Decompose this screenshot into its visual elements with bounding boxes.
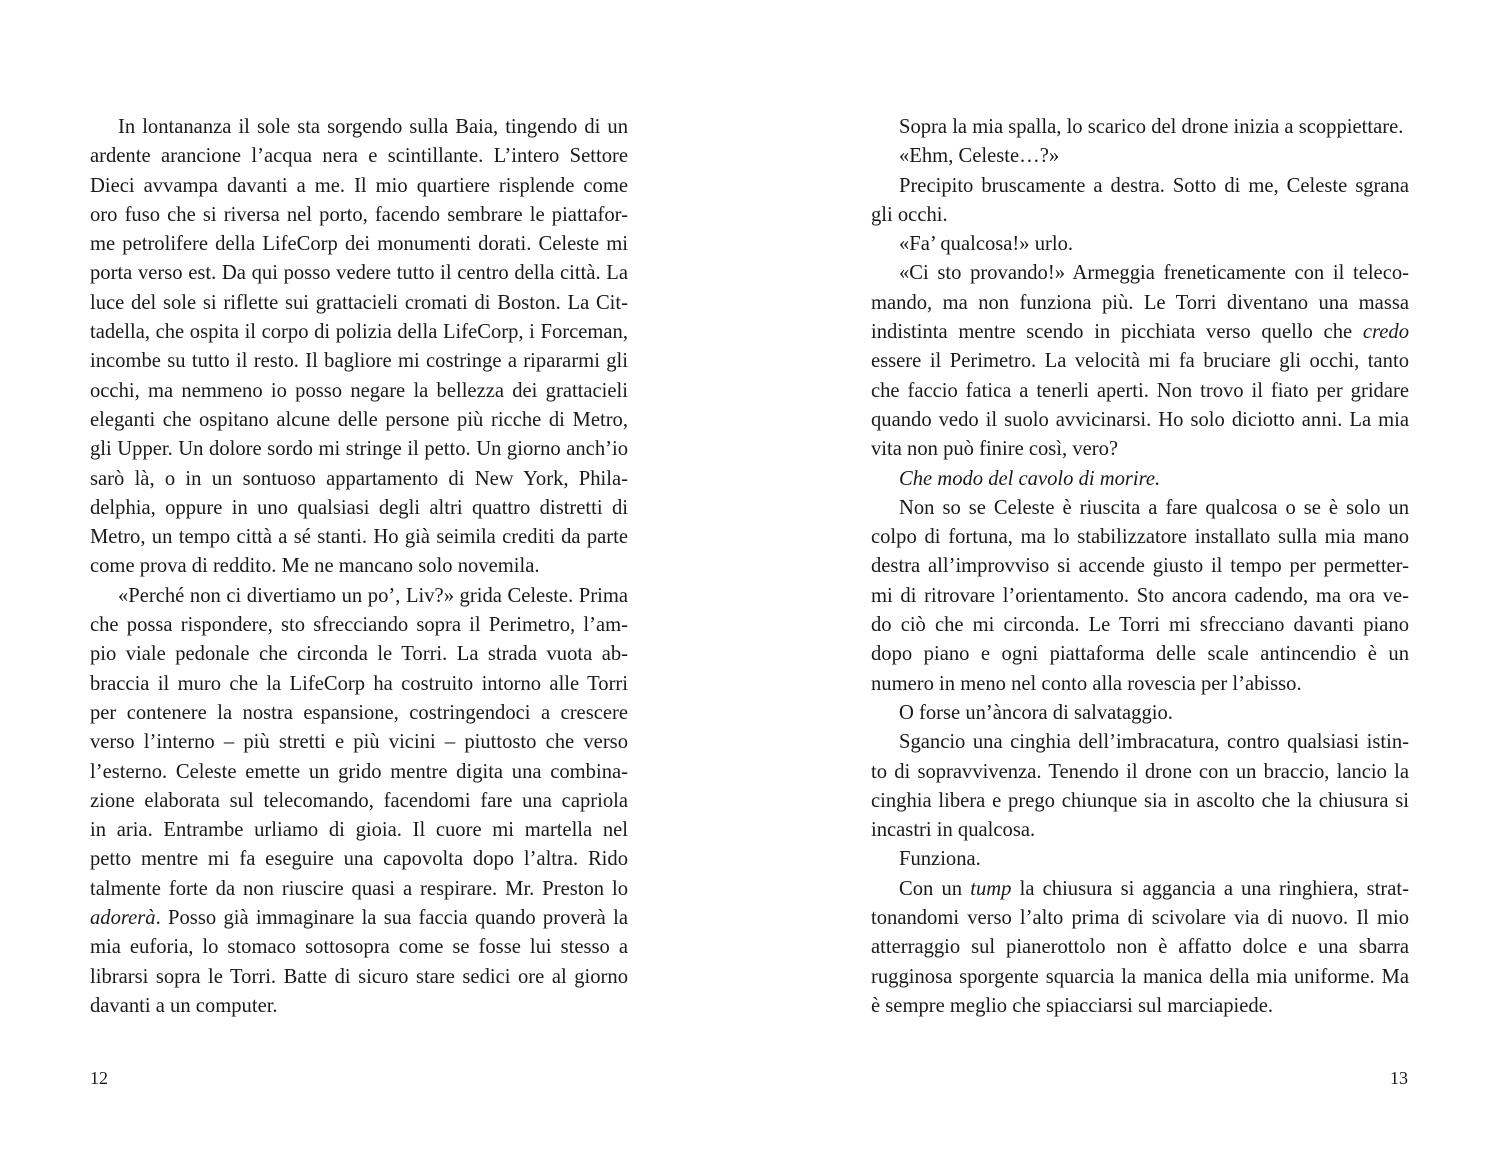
- text-line: [90, 787, 628, 816]
- text-line: [90, 347, 628, 376]
- right-page-text: [871, 113, 1409, 1021]
- line-text: colpo di fortuna, ma lo stabilizzatore installato sulla mia mano: [871, 526, 1409, 549]
- line-text: quando vedo il suolo avvicinarsi. Ho solo diciotto anni. La mia: [871, 408, 1409, 431]
- line-text: per contenere la nostra espansione, costringendoci a crescere: [90, 701, 628, 724]
- text-line: [871, 406, 1409, 435]
- text-line: [871, 347, 1409, 376]
- text-line: [90, 435, 628, 464]
- text-line: [871, 933, 1409, 962]
- text-line: [90, 875, 628, 904]
- line-text: Metro, un tempo città a sé stanti. Ho già seimila crediti da parte: [90, 526, 628, 549]
- text-line: [871, 289, 1409, 318]
- line-text: la chiusura si aggancia a una ringhiera, strat-: [1011, 877, 1409, 900]
- text-line: [871, 230, 1409, 259]
- text-line: [871, 992, 1409, 1021]
- text-line: [90, 670, 628, 699]
- line-text: to di sopravvivenza. Tenendo il drone con un braccio, lancio la: [871, 760, 1409, 783]
- line-text: Precipito bruscamente a destra. Sotto di me, Celeste sgrana: [899, 174, 1409, 197]
- line-text: tadella, che ospita il corpo di polizia della LifeCorp, i Forceman,: [90, 321, 628, 344]
- line-text: «Fa’ qualcosa!» urlo.: [899, 233, 1074, 256]
- text-line: [871, 113, 1409, 142]
- line-text: braccia il muro che la LifeCorp ha costruito intorno alle Torri: [90, 672, 628, 695]
- line-text: dopo piano e ogni piattaforma delle scale antincendio è un: [871, 643, 1409, 666]
- text-line: [871, 435, 1409, 464]
- text-line: [871, 318, 1409, 347]
- text-line: [871, 758, 1409, 787]
- text-line: [871, 552, 1409, 581]
- text-line: [871, 465, 1409, 494]
- line-text: O forse un’àncora di salvataggio.: [899, 701, 1173, 724]
- text-line: [90, 816, 628, 845]
- text-line: [871, 963, 1409, 992]
- text-line: [90, 142, 628, 171]
- line-text: eleganti che ospitano alcune delle persone più ricche di Metro,: [90, 408, 628, 431]
- text-line: [90, 640, 628, 669]
- line-text: occhi, ma nemmeno io posso negare la bellezza dei grattacieli: [90, 379, 628, 402]
- line-text: in aria. Entrambe urliamo di gioia. Il cuore mi martella nel: [90, 819, 628, 842]
- line-text: davanti a un computer.: [90, 994, 278, 1017]
- line-text: «Perché non ci divertiamo un po’, Liv?» grida Celeste. Prima: [118, 584, 628, 607]
- line-text: petto mentre mi fa eseguire una capovolta dopo l’altra. Rido: [90, 848, 628, 871]
- line-text: indistinta mentre scendo in picchiata verso quello che: [871, 321, 1363, 344]
- line-text: cinghia libera e prego chiunque sia in ascolto che la chiusura si: [871, 789, 1409, 812]
- page-number: 13: [1390, 1068, 1408, 1088]
- left-page-text: [90, 113, 628, 1021]
- text-line: [871, 377, 1409, 406]
- line-text: luce del sole si riflette sui grattacieli cromati di Boston. La Cit-: [90, 291, 628, 314]
- text-line: [871, 670, 1409, 699]
- line-text: do ciò che mi circonda. Le Torri mi sfrecciano davanti piano: [871, 614, 1409, 637]
- text-line: [90, 523, 628, 552]
- text-line: [90, 552, 628, 581]
- text-line: [90, 377, 628, 406]
- line-text: che possa rispondere, sto sfrecciando sopra il Perimetro, l’am-: [90, 614, 628, 637]
- line-text: Sopra la mia spalla, lo scarico del drone inizia a scoppiettare.: [899, 116, 1404, 138]
- line-text: rugginosa sporgente squarcia la manica della mia uniforme. Ma: [871, 965, 1409, 988]
- text-line: [90, 963, 628, 992]
- italic-text: tump: [970, 877, 1012, 900]
- text-line: [90, 992, 628, 1021]
- right-page: [750, 0, 1500, 1152]
- text-line: [90, 582, 628, 611]
- text-line: [90, 230, 628, 259]
- text-line: [871, 523, 1409, 552]
- line-text: . Posso già immaginare la sua faccia quando proverà la: [155, 907, 628, 930]
- line-text: mando, ma non funziona più. Le Torri diventano una massa: [871, 291, 1409, 314]
- line-text: verso l’interno – più stretti e più vicini – piuttosto che verso: [90, 731, 628, 754]
- line-text: gli Upper. Un dolore sordo mi stringe il petto. Un giorno anch’io: [90, 438, 628, 461]
- line-text: Con un: [899, 877, 971, 900]
- text-line: [871, 142, 1409, 171]
- text-line: [90, 699, 628, 728]
- line-text: In lontananza il sole sta sorgendo sulla Baia, tingendo di un: [118, 116, 628, 138]
- line-text: Non so se Celeste è riuscita a fare qualcosa o se è solo un: [899, 496, 1409, 519]
- line-text: Dieci avvampa davanti a me. Il mio quartiere risplende come: [90, 174, 628, 197]
- italic-text: Che modo del cavolo di morire.: [899, 467, 1161, 490]
- text-line: [90, 904, 628, 933]
- page-number: 12: [90, 1068, 108, 1088]
- text-line: [871, 259, 1409, 288]
- line-text: delphia, oppure in uno qualsiasi degli altri quattro distretti di: [90, 496, 628, 519]
- text-line: [871, 172, 1409, 201]
- text-line: [90, 728, 628, 757]
- line-text: talmente forte da non riuscire quasi a respirare. Mr. Preston lo: [90, 877, 628, 900]
- line-text: Sgancio una cinghia dell’imbracatura, contro qualsiasi istin-: [899, 731, 1409, 754]
- text-line: [90, 406, 628, 435]
- text-line: [90, 611, 628, 640]
- line-text: mi di ritrovare l’orientamento. Sto ancora cadendo, ma ora ve-: [871, 584, 1409, 607]
- line-text: oro fuso che si riversa nel porto, facendo sembrare le piattafor-: [90, 203, 628, 226]
- line-text: incombe su tutto il resto. Il bagliore mi costringe a ripararmi gli: [90, 350, 628, 373]
- line-text: «Ci sto provando!» Armeggia freneticamente con il teleco-: [899, 262, 1409, 285]
- line-text: che faccio fatica a tenerli aperti. Non trovo il fiato per gridare: [871, 379, 1409, 402]
- line-text: atterraggio sul pianerottolo non è affatto dolce e una sbarra: [871, 936, 1409, 959]
- line-text: tonandomi verso l’alto prima di scivolare via di nuovo. Il mio: [871, 907, 1409, 930]
- line-text: ardente arancione l’acqua nera e scintillante. L’intero Settore: [90, 145, 628, 168]
- line-text: come prova di reddito. Me ne mancano solo novemila.: [90, 555, 540, 578]
- text-line: [871, 611, 1409, 640]
- text-line: [90, 113, 628, 142]
- line-text: gli occhi.: [871, 203, 948, 226]
- line-text: porta verso est. Da qui posso vedere tutto il centro della città. La: [90, 262, 628, 285]
- text-line: [871, 582, 1409, 611]
- text-line: [871, 640, 1409, 669]
- text-line: [871, 875, 1409, 904]
- text-line: [871, 845, 1409, 874]
- line-text: essere il Perimetro. La velocità mi fa bruciare gli occhi, tanto: [871, 350, 1409, 373]
- italic-text: credo: [1362, 321, 1409, 344]
- text-line: [871, 728, 1409, 757]
- line-text: sarò là, o in un sontuoso appartamento di New York, Phila-: [90, 467, 628, 490]
- line-text: incastri in qualcosa.: [871, 819, 1036, 842]
- text-line: [871, 201, 1409, 230]
- text-line: [871, 904, 1409, 933]
- text-line: [90, 259, 628, 288]
- text-line: [871, 816, 1409, 845]
- text-line: [871, 494, 1409, 523]
- line-text: l’esterno. Celeste emette un grido mentre digita una combina-: [90, 760, 628, 783]
- text-line: [871, 699, 1409, 728]
- italic-text: adorerà: [90, 907, 156, 930]
- text-line: [871, 787, 1409, 816]
- line-text: è sempre meglio che spiacciarsi sul marciapiede.: [871, 994, 1273, 1017]
- line-text: «Ehm, Celeste…?»: [899, 145, 1060, 168]
- line-text: vita non può finire così, vero?: [871, 438, 1119, 461]
- line-text: numero in meno nel conto alla rovescia per l’abisso.: [871, 672, 1302, 695]
- text-line: [90, 289, 628, 318]
- text-line: [90, 845, 628, 874]
- line-text: me petrolifere della LifeCorp dei monumenti dorati. Celeste mi: [90, 233, 628, 256]
- text-line: [90, 758, 628, 787]
- text-line: [90, 201, 628, 230]
- text-line: [90, 494, 628, 523]
- text-line: [90, 318, 628, 347]
- text-line: [90, 465, 628, 494]
- text-line: [90, 933, 628, 962]
- line-text: zione elaborata sul telecomando, facendomi fare una capriola: [90, 789, 628, 812]
- text-line: [90, 172, 628, 201]
- line-text: destra all’improvviso si accende giusto il tempo per permetter-: [871, 555, 1409, 578]
- line-text: pio viale pedonale che circonda le Torri. La strada vuota ab-: [90, 643, 628, 666]
- line-text: librarsi sopra le Torri. Batte di sicuro stare sedici ore al giorno: [90, 965, 628, 988]
- line-text: Funziona.: [899, 848, 981, 871]
- line-text: mia euforia, lo stomaco sottosopra come se fosse lui stesso a: [90, 936, 628, 959]
